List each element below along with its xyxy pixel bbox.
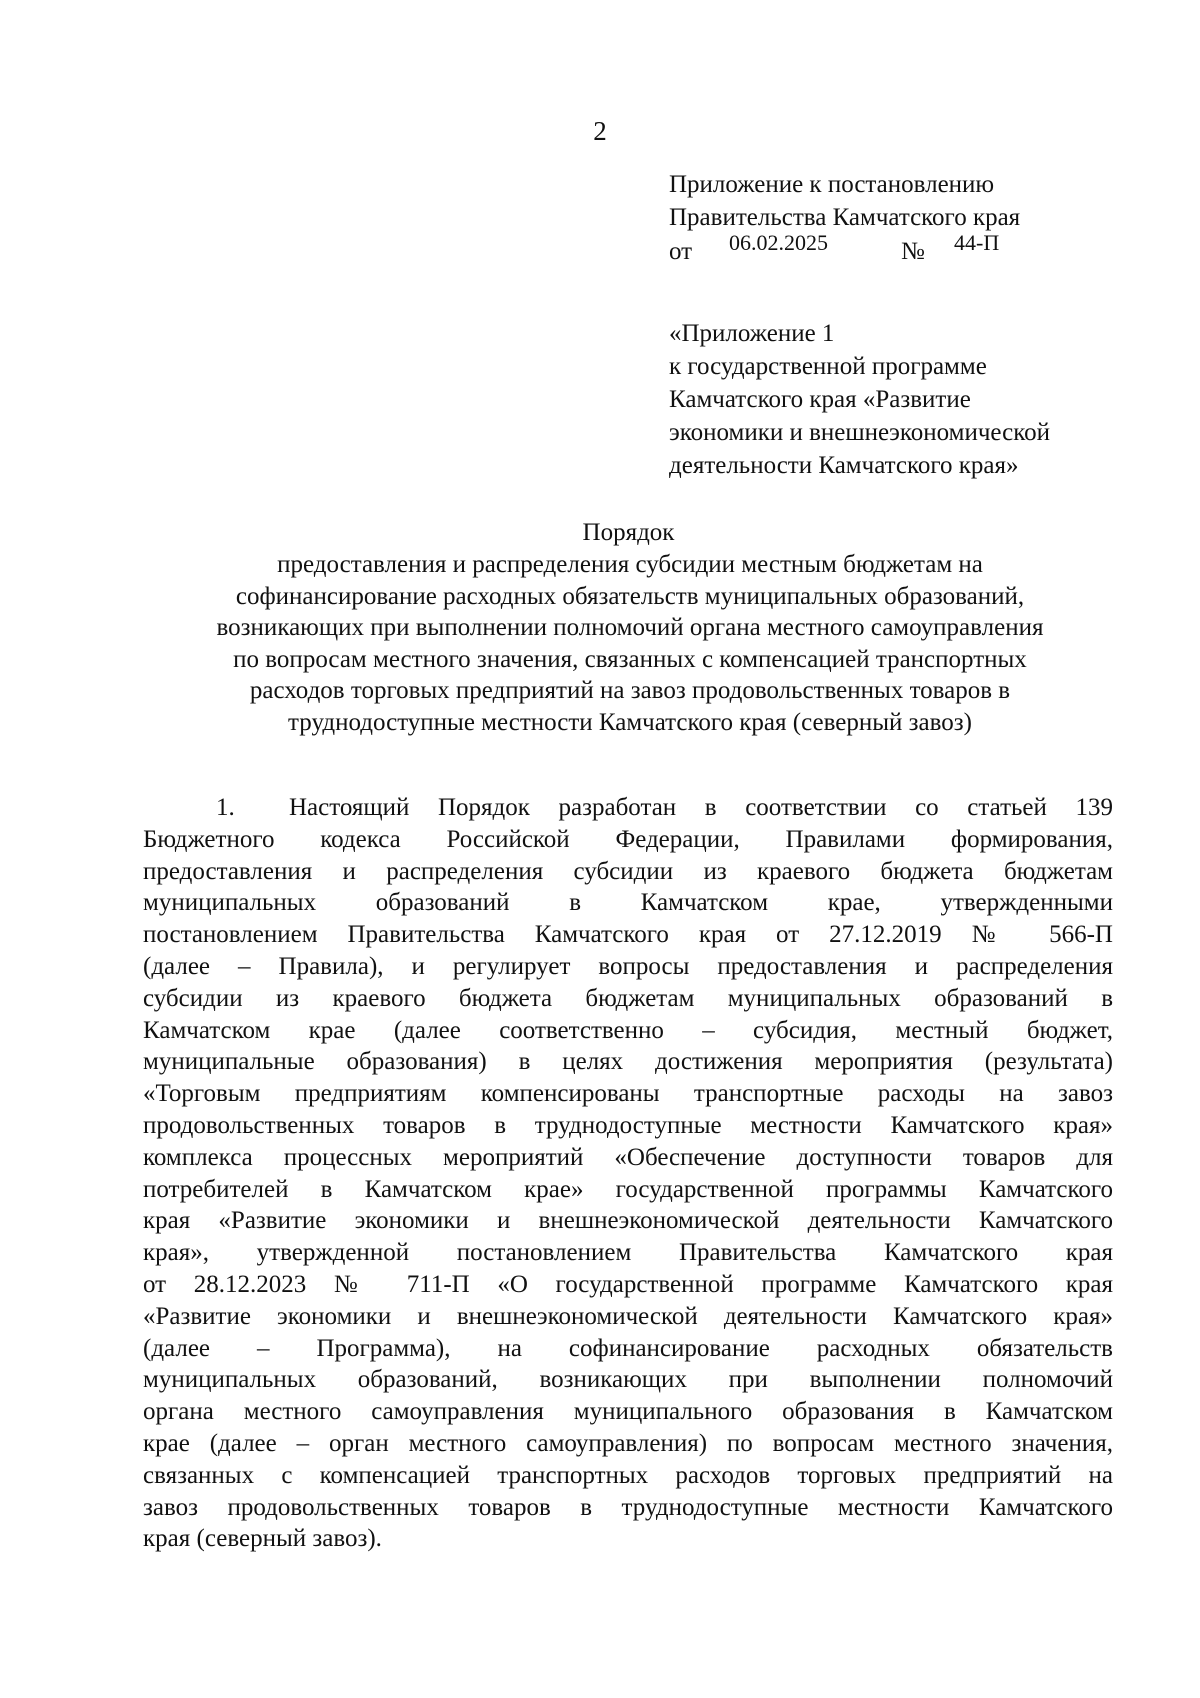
appendix-header-line: Приложение к постановлению [669, 171, 995, 198]
paragraph-line: Камчатском крае (далее соответственно – субсидия, местный бюджет, [143, 1016, 1113, 1044]
paragraph-line: продовольственных товаров в труднодоступные местности Камчатского края» [143, 1111, 1113, 1139]
paragraph-number: 1. [216, 794, 235, 821]
subtitle-line: труднодоступные местности Камчатского края (северный завоз) [288, 708, 972, 736]
appendix-program-line: экономики и внешнеэкономической [669, 419, 1050, 446]
appendix-header-line: Правительства Камчатского края [669, 204, 1021, 231]
paragraph-line: от 28.12.2023 № 711-П «О государственной программе Камчатского края [143, 1270, 1113, 1298]
paragraph-line: постановлением Правительства Камчатского края от 27.12.2019 № 566-П [143, 921, 1113, 949]
paragraph-line: муниципальных образований в Камчатском крае, утвержденными [143, 889, 1113, 917]
resolution-date-number [669, 228, 1089, 268]
paragraph-line: края (северный завоз). [143, 1525, 382, 1553]
paragraph-line [143, 792, 1113, 824]
appendix-program-line: Камчатского края «Развитие [669, 386, 971, 413]
subtitle-line: возникающих при выполнении полномочий органа местного самоуправления [216, 614, 1044, 641]
subtitle-line: по вопросам местного значения, связанных с компенсацией транспортных [233, 645, 1027, 673]
subtitle-line: предоставления и распределения субсидии местным бюджетам на [277, 551, 983, 578]
paragraph-line: связанных с компенсацией транспортных расходов торговых предприятий на [143, 1461, 1113, 1489]
resolution-number: 44-П [954, 230, 1000, 255]
paragraph-line: (далее – Правила), и регулирует вопросы предоставления и распределения [143, 952, 1113, 980]
paragraph-line: «Развитие экономики и внешнеэкономической деятельности Камчатского края» [143, 1302, 1113, 1330]
appendix-program-line: деятельности Камчатского края» [669, 452, 1019, 479]
paragraph-line: муниципальных образований, возникающих при выполнении полномочий [143, 1366, 1113, 1394]
paragraph-line: края «Развитие экономики и внешнеэкономической деятельности Камчатского [143, 1207, 1113, 1235]
paragraph-line: органа местного самоуправления муниципального образования в Камчатском [143, 1398, 1113, 1426]
paragraph-line: комплекса процессных мероприятий «Обеспечение доступности товаров для [143, 1143, 1113, 1171]
paragraph-line: «Торговым предприятиям компенсированы транспортные расходы на завоз [143, 1080, 1113, 1108]
paragraph-line-text: Настоящий Порядок разработан в соответствии со статьей 139 [289, 794, 1113, 821]
paragraph-line: потребителей в Камчатском крае» государственной программы Камчатского [143, 1175, 1113, 1203]
paragraph-1 [143, 792, 1113, 1555]
page-number: 2 [593, 116, 607, 146]
appendix-program-line: к государственной программе [669, 353, 987, 380]
document-subtitle [120, 549, 1140, 738]
resolution-date: 06.02.2025 [729, 230, 828, 255]
from-label: от [669, 238, 693, 265]
document-title: Порядок [582, 519, 675, 546]
appendix-header [669, 168, 1020, 234]
number-sign: № [901, 238, 925, 265]
paragraph-line: (далее – Программа), на софинансирование расходных обязательств [143, 1334, 1113, 1362]
subtitle-line: софинансирование расходных обязательств муниципальных образований, [235, 582, 1025, 610]
paragraph-line: завоз продовольственных товаров в труднодоступные местности Камчатского [143, 1493, 1113, 1521]
paragraph-line: муниципальные образования) в целях достижения мероприятия (результата) [143, 1048, 1113, 1076]
appendix-program-line: «Приложение 1 [669, 320, 835, 347]
paragraph-line: предоставления и распределения субсидии из краевого бюджета бюджетам [143, 857, 1113, 885]
paragraph-line: крае (далее – орган местного самоуправления) по вопросам местного значения, [143, 1429, 1113, 1457]
subtitle-line: расходов торговых предприятий на завоз продовольственных товаров в [249, 677, 1011, 704]
paragraph-line: края», утвержденной постановлением Правительства Камчатского края [143, 1239, 1113, 1267]
appendix-program [669, 317, 1050, 482]
paragraph-line: субсидии из краевого бюджета бюджетам муниципальных образований в [143, 984, 1113, 1012]
paragraph-line: Бюджетного кодекса Российской Федерации, Правилами формирования, [143, 825, 1113, 853]
